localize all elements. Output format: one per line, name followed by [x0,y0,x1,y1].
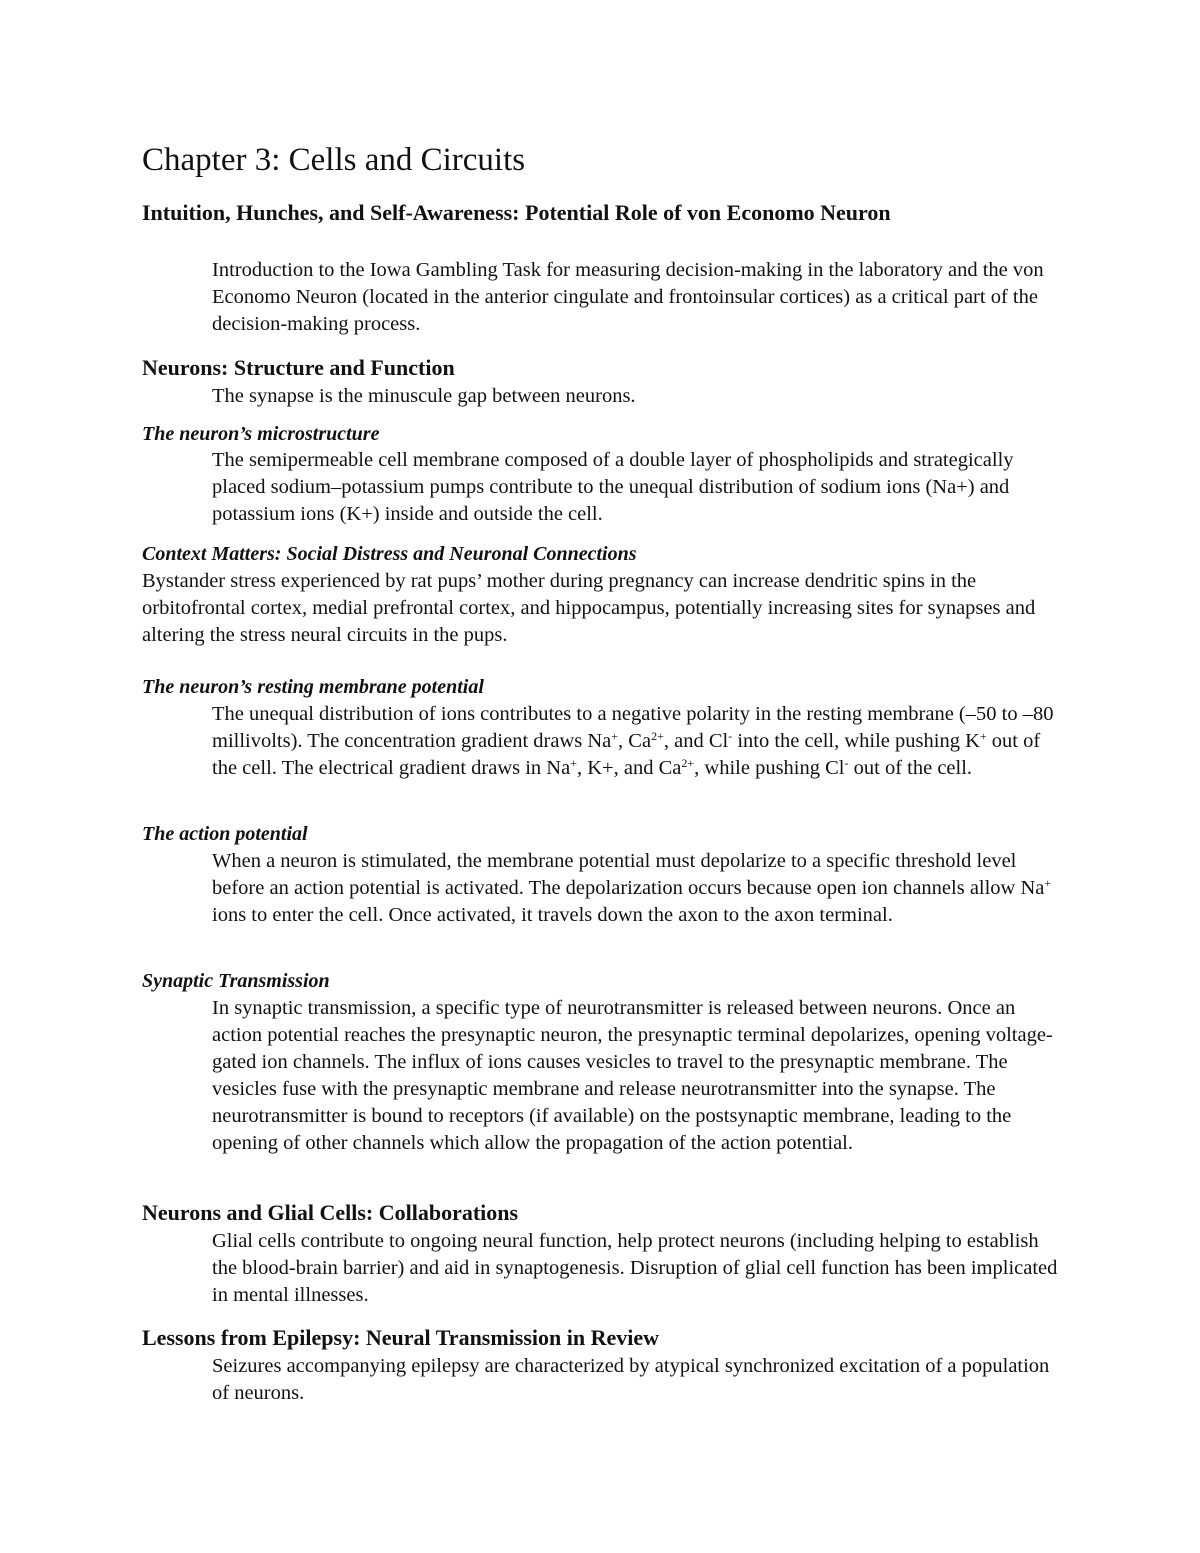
paragraph-von-economo: Introduction to the Iowa Gambling Task for measuring decision-making in the laboratory and the von Economo Neuron (located in the anterior cingulate and frontoinsular cortices) as a critical part of the decision-making process. [212,259,1044,335]
heading-neurons-structure: Neurons: Structure and Function [142,355,455,380]
paragraph-context-matters: Bystander stress experienced by rat pups’ mother during pregnancy can increase dendritic spins in the orbitofrontal cortex, medial prefrontal cortex, and hippocampus, potentially increasing sites for synapses and altering the stress neural circuits in the pups. [142,570,1036,646]
paragraph-synaptic-transmission: In synaptic transmission, a specific type of neurotransmitter is released between neurons. Once an action potential reaches the presynaptic neuron, the presynaptic terminal depolarizes, opening voltage-gated ion channels. The influx of ions causes vesicles to travel to the presynaptic membrane. The vesicles fuse with the presynaptic membrane and release neurotransmitter into the synapse. The neurotransmitter is bound to receptors (if available) on the postsynaptic membrane, leading to the opening of other channels which allow the propagation of the action potential. [212,997,1053,1154]
subheading-context-matters: Context Matters: Social Distress and Neuronal Connections [142,543,637,565]
subheading-action-potential: The action potential [142,823,308,845]
subheading-resting-potential: The neuron’s resting membrane potential [142,676,484,698]
heading-epilepsy: Lessons from Epilepsy: Neural Transmission in Review [142,1325,660,1350]
paragraph-synapse: The synapse is the minuscule gap between neurons. [212,385,636,407]
paragraph-epilepsy: Seizures accompanying epilepsy are characterized by atypical synchronized excitation of a population of neurons. [212,1355,1050,1404]
subheading-microstructure: The neuron’s microstructure [142,423,380,445]
paragraph-action-potential: When a neuron is stimulated, the membrane potential must depolarize to a specific threshold level before an action potential is activated. The depolarization occurs because open ion channels allow Na+ ions to enter the cell. Once activated, it travels down the axon to the axon terminal. [212,850,1052,926]
heading-glial-cells: Neurons and Glial Cells: Collaborations [142,1200,519,1225]
heading-von-economo: Intuition, Hunches, and Self-Awareness: Potential Role of von Economo Neuron [142,200,891,225]
paragraph-microstructure: The semipermeable cell membrane composed of a double layer of phospholipids and strategically placed sodium–potassium pumps contribute to the unequal distribution of sodium ions (Na+) and potassium ions (K+) inside and outside the cell. [212,449,1014,525]
chapter-title: Chapter 3: Cells and Circuits [142,142,526,178]
paragraph-resting-potential: The unequal distribution of ions contributes to a negative polarity in the resting membrane (–50 to –80 millivolts). The concentration gradient draws Na+, $Ca^{2+}$, and Cl- into the cell, while pushing K+ out of the cell. The electrical gradient draws in Na+, K+, and $Ca^{2+}$, while pushing Cl- out of the cell. [212,703,1054,779]
subheading-synaptic-transmission: Synaptic Transmission [142,970,330,992]
paragraph-glial-cells: Glial cells contribute to ongoing neural function, help protect neurons (including helping to establish the blood-brain barrier) and aid in synaptogenesis. Disruption of glial cell function has been implicated in mental illnesses. [212,1230,1058,1306]
